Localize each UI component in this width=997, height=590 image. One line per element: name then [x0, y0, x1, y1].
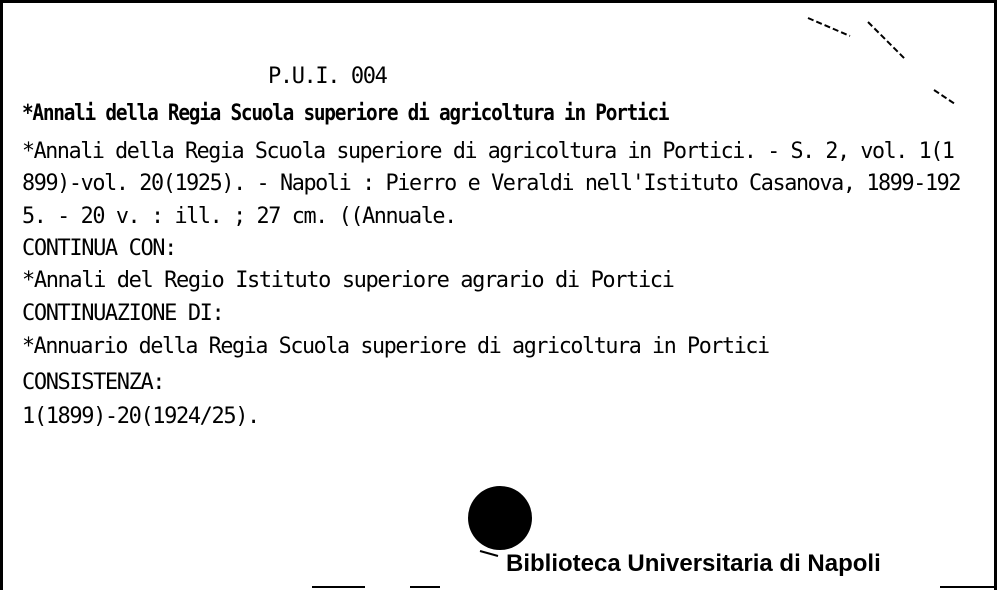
description-line-1: *Annali della Regia Scuola superiore di agricoltura in Portici. - S. 2, vol. 1(1 — [22, 139, 954, 164]
shelfmark: P.U.I. 004 — [268, 64, 387, 89]
title-heading: *Annali della Regia Scuola superiore di agricoltura in Portici — [22, 101, 669, 126]
holdings-label: CONSISTENZA: — [22, 370, 165, 395]
continues-title: *Annali del Regio Istituto superiore agrario di Portici — [22, 268, 674, 293]
description-line-2: 899)-vol. 20(1925). - Napoli : Pierro e Veraldi nell'Istituto Casanova, 1899-192 — [22, 171, 961, 196]
library-stamp-seal-icon — [468, 486, 532, 550]
description-line-3: 5. - 20 v. : ill. ; 27 cm. ((Annuale. — [22, 204, 456, 229]
holdings-value: 1(1899)-20(1924/25). — [22, 404, 259, 429]
continuation-label: CONTINUAZIONE DI: — [22, 301, 224, 326]
continuation-title: *Annuario della Regia Scuola superiore di agricoltura in Portici — [22, 334, 769, 359]
library-stamp-text: Biblioteca Universitaria di Napoli — [506, 550, 881, 577]
continues-label: CONTINUA CON: — [22, 236, 176, 261]
